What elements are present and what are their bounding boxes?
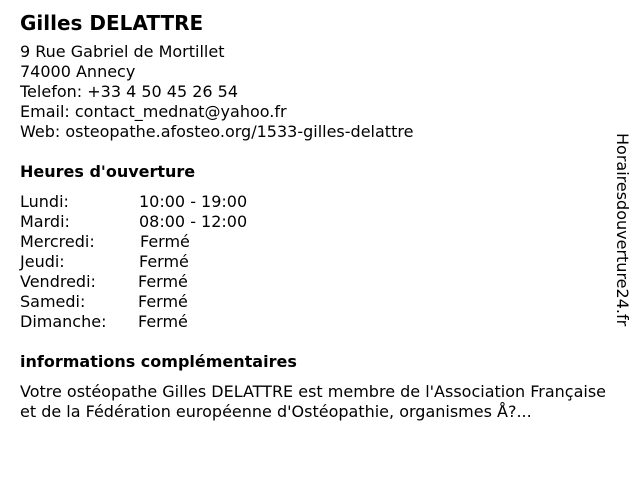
contact-block — [20, 42, 620, 142]
hours-day: Mardi: — [20, 212, 70, 231]
listing — [20, 10, 620, 422]
site-watermark — [612, 133, 632, 345]
hours-row-mercredi — [20, 232, 620, 252]
opening-hours-title: Heures d'ouverture — [20, 162, 196, 181]
hours-row-jeudi — [20, 252, 620, 272]
hours-row-mardi — [20, 212, 620, 232]
hours-time: Fermé — [140, 232, 190, 251]
hours-day: Samedi: — [20, 292, 86, 311]
opening-hours-table — [20, 192, 620, 332]
hours-time: Fermé — [139, 252, 189, 271]
additional-info-text: Votre ostéopathe Gilles DELATTRE est membre de l'Association Française et de la Fédération européenne d'Ostéopathie, organismes Å?... — [20, 382, 607, 421]
hours-day: Lundi: — [20, 192, 69, 211]
watermark-text: Horairesdouverture24.fr — [613, 133, 632, 327]
phone-line: Telefon: +33 4 50 45 26 54 — [20, 82, 239, 101]
hours-day: Vendredi: — [20, 272, 96, 291]
street-address: 9 Rue Gabriel de Mortillet — [20, 42, 225, 61]
hours-day: Jeudi: — [20, 252, 65, 271]
web-line: Web: osteopathe.afosteo.org/1533-gilles-delattre — [20, 122, 414, 141]
hours-time: Fermé — [138, 272, 188, 291]
hours-time: Fermé — [138, 312, 188, 331]
city-address: 74000 Annecy — [20, 62, 136, 81]
hours-row-samedi — [20, 292, 620, 312]
email-line: Email: contact_mednat@yahoo.fr — [20, 102, 287, 121]
hours-row-lundi — [20, 192, 620, 212]
hours-day: Dimanche: — [20, 312, 107, 331]
business-name: Gilles DELATTRE — [20, 11, 204, 35]
hours-row-vendredi — [20, 272, 620, 292]
hours-day: Mercredi: — [20, 232, 95, 251]
hours-row-dimanche — [20, 312, 620, 332]
additional-info-title: informations complémentaires — [20, 352, 297, 371]
hours-time: 08:00 - 12:00 — [139, 212, 248, 231]
hours-time: Fermé — [138, 292, 188, 311]
hours-time: 10:00 - 19:00 — [139, 192, 248, 211]
